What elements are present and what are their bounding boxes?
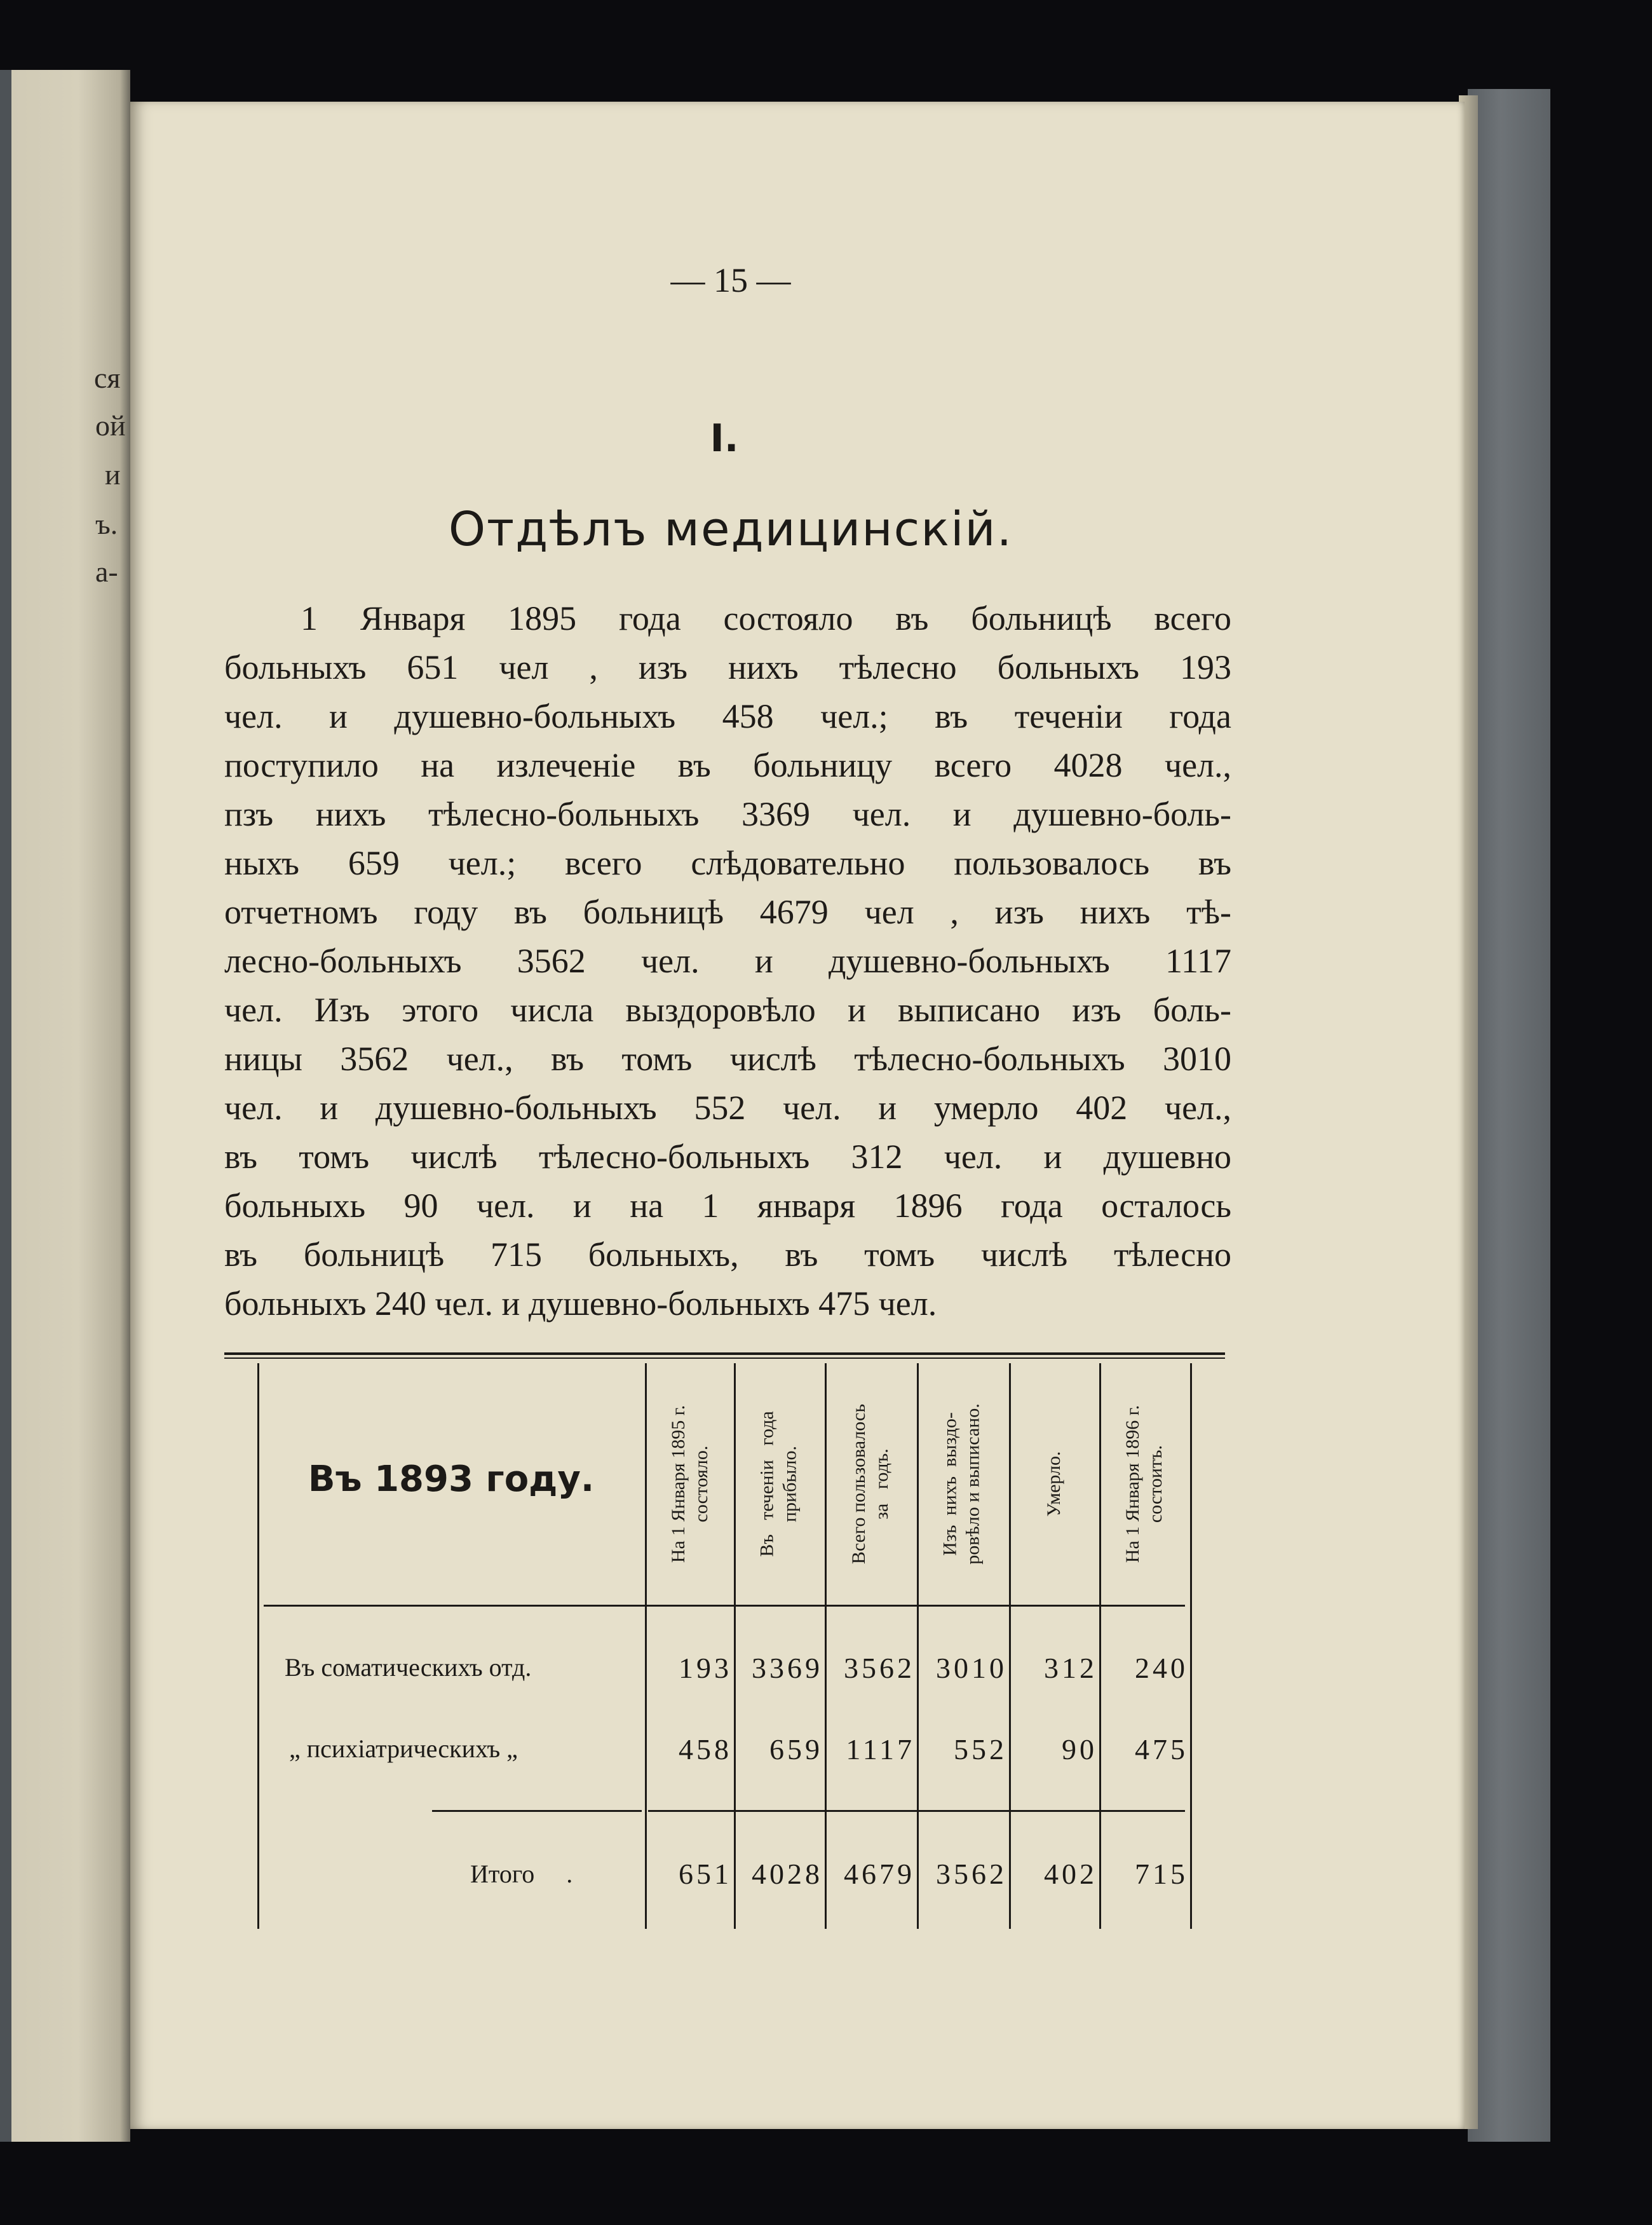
left-cover-edge — [0, 70, 11, 2142]
text-line: пзъ нихъ тѣлесно-больныхъ 3369 чел. и душевно-боль- — [224, 795, 1231, 833]
column-header — [1010, 1366, 1099, 1602]
left-page — [0, 70, 130, 2142]
text-line: чел. Изъ этого числа выздоровѣло и выписано изъ боль- — [224, 991, 1231, 1029]
table-top-rule — [224, 1352, 1225, 1359]
left-page-fragment: ой — [95, 409, 126, 442]
table-cell: 402 — [1044, 1858, 1097, 1890]
text-line: отчетномъ году въ больницѣ 4679 чел , изъ нихъ тѣ- — [224, 893, 1231, 931]
column-header — [917, 1366, 1006, 1602]
column-header-text: Умерло. — [1043, 1451, 1064, 1517]
text-line: чел. и душевно-больныхъ 458 чел.; въ теченіи года — [224, 697, 1231, 735]
table-cell: 4679 — [844, 1858, 915, 1890]
table-cell: 475 — [1135, 1733, 1188, 1766]
table-cell: 651 — [679, 1858, 732, 1890]
table-header-rule — [264, 1605, 1185, 1607]
section-numeral: I. — [710, 416, 739, 461]
table-total-rule — [432, 1810, 642, 1812]
column-header — [826, 1366, 915, 1602]
text-line: лесно-больныхъ 3562 чел. и душевно-больныхъ 1117 — [224, 942, 1231, 980]
text-line: больныхъ 651 чел , изъ нихъ тѣлесно больныхъ 193 — [224, 648, 1231, 686]
text-line: чел. и душевно-больныхъ 552 чел. и умерло 402 чел., — [224, 1089, 1231, 1127]
table-cell: 90 — [1062, 1733, 1097, 1766]
left-page-fragment: а- — [95, 555, 118, 588]
left-page-fragment: и — [105, 458, 121, 491]
text-line: больныхь 90 чел. и на 1 января 1896 года осталось — [224, 1187, 1231, 1225]
table-cell: 3562 — [936, 1858, 1007, 1890]
row-label: „ психіатрическихъ „ — [289, 1734, 518, 1763]
text-line: ныхъ 659 чел.; всего слѣдовательно пользовалось въ — [224, 844, 1231, 882]
column-header-text: Изъ нихъ выздо- ровѣло и выписано. — [940, 1403, 984, 1565]
table-cell: 312 — [1044, 1652, 1097, 1684]
table-border-left — [257, 1363, 259, 1929]
column-header-text: Всего пользовалось за годъ. — [848, 1403, 892, 1565]
text-line: 1 Января 1895 года состояло въ больницѣ всего — [301, 599, 1231, 637]
row-label: Въ соматическихъ отд. — [285, 1653, 532, 1682]
page-number: — 15 — — [670, 261, 791, 299]
left-page-fragment: ъ. — [95, 508, 118, 540]
table-cell: 3562 — [844, 1652, 915, 1684]
column-header — [735, 1366, 823, 1602]
section-title: Отдѣлъ медицинскій. — [448, 502, 1013, 557]
left-page-fragment: ся — [94, 362, 121, 394]
text-line: въ больницѣ 715 больныхъ, въ томъ числѣ тѣлесно — [224, 1235, 1231, 1274]
table-total-rule — [648, 1810, 1185, 1812]
table-cell: 240 — [1135, 1652, 1188, 1684]
table-cell: 552 — [954, 1733, 1007, 1766]
column-header-text: Въ теченіи года прибыло. — [757, 1411, 801, 1557]
table-cell: 3010 — [936, 1652, 1007, 1684]
text-line: въ томъ числѣ тѣлесно-больныхъ 312 чел. и душевно — [224, 1138, 1231, 1176]
table-cell: 193 — [679, 1652, 732, 1684]
table-heading: Въ 1893 году. — [308, 1459, 595, 1500]
table-cell: 458 — [679, 1733, 732, 1766]
table-cell: 3369 — [752, 1652, 823, 1684]
row-label-total: Итого . — [470, 1860, 573, 1888]
column-header-text: На 1 Января 1895 г. состояло. — [668, 1405, 712, 1563]
body-paragraph — [224, 594, 1231, 1328]
column-header — [1100, 1366, 1189, 1602]
book-cover-edge — [1468, 89, 1550, 2142]
table-cell: 659 — [769, 1733, 823, 1766]
column-header — [646, 1366, 735, 1602]
table-cell: 4028 — [752, 1858, 823, 1890]
column-header-text: На 1 Января 1896 г. состоитъ. — [1122, 1405, 1167, 1563]
table-border-right — [1190, 1363, 1192, 1929]
text-line: поступило на излеченіе въ больницу всего 4028 чел., — [224, 746, 1231, 784]
table-cell: 715 — [1135, 1858, 1188, 1890]
text-line: ницы 3562 чел., въ томъ числѣ тѣлесно-больныхъ 3010 — [224, 1040, 1231, 1078]
table-cell: 1117 — [846, 1733, 915, 1766]
text-line: больныхъ 240 чел. и душевно-больныхъ 475 чел. — [224, 1284, 937, 1323]
